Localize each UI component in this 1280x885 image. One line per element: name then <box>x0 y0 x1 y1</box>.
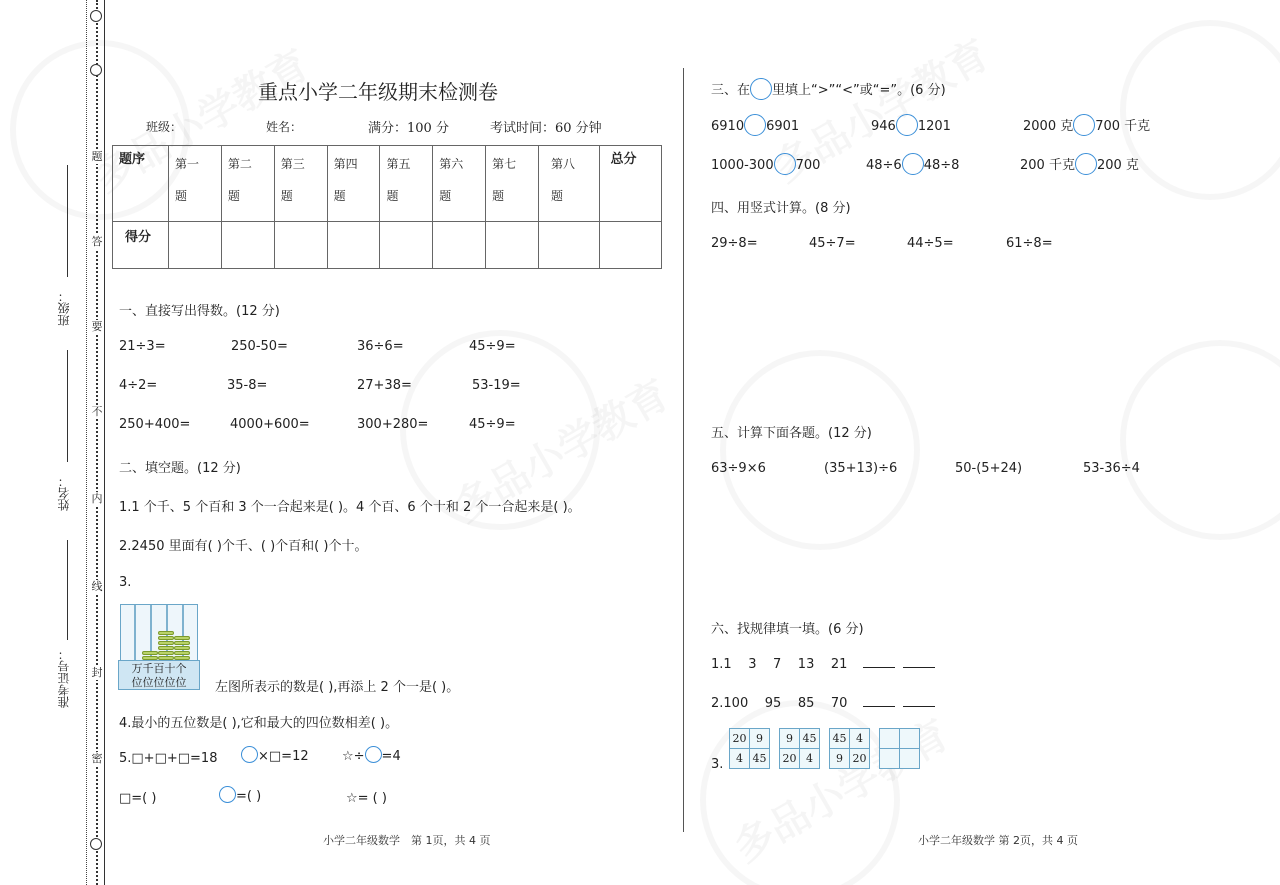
answer-blank: =( ) <box>219 786 261 804</box>
problem: 250+400= <box>119 417 191 432</box>
margin-exam-id-label: 准考证号： <box>57 648 71 708</box>
problem: 300+280= <box>357 417 429 432</box>
table-header-cell: 第二 题 <box>221 146 274 222</box>
page-footer: 小学二年级数学 第 1页，共 4 页 <box>323 834 491 847</box>
binding-hole-icon <box>90 838 102 850</box>
problem: 35-8= <box>227 378 268 393</box>
circle-icon <box>241 746 258 763</box>
circle-icon <box>365 746 382 763</box>
fill-question: 5.□+□+□=18 <box>119 751 218 766</box>
problem: 29÷8= <box>711 236 758 251</box>
pattern-question: 1.1 3 7 13 21 <box>711 657 939 672</box>
margin-char: 密 <box>91 752 103 765</box>
section-title: 五、计算下面各题。(12 分) <box>711 426 872 441</box>
pattern-question: 2.100 95 85 70 <box>711 696 939 711</box>
binding-hole-icon <box>90 10 102 22</box>
page-footer: 小学二年级数学 第 2页，共 4 页 <box>918 834 1078 847</box>
circle-icon <box>219 786 236 803</box>
table-header-cell: 第三 题 <box>274 146 327 222</box>
circle-icon[interactable] <box>1073 114 1095 136</box>
problem: 45÷9= <box>469 339 516 354</box>
problem: 53-36÷4 <box>1083 461 1140 476</box>
circle-icon[interactable] <box>896 114 918 136</box>
score-cell[interactable] <box>380 222 433 269</box>
fill-question: 4.最小的五位数是( ),它和最大的四位数相差( )。 <box>119 716 399 731</box>
section-title: 三、在 里填上“>”“<”或“=”。(6 分) <box>711 78 946 100</box>
table-header-cell: 第八 题 <box>539 146 600 222</box>
fill-question: 左图所表示的数是( ),再添上 2 个一是( )。 <box>215 680 460 695</box>
page-divider <box>683 68 684 832</box>
compare-item: 48÷6 48÷8 <box>866 153 959 175</box>
pattern-grid: 9 45 20 4 <box>779 728 820 769</box>
compare-item: 6910 6901 <box>711 114 799 136</box>
section-title: 二、填空题。(12 分) <box>119 461 241 476</box>
section-title: 一、直接写出得数。(12 分) <box>119 304 280 319</box>
problem: 4000+600= <box>230 417 310 432</box>
score-cell[interactable] <box>327 222 380 269</box>
binding-margin <box>0 0 108 885</box>
table-header-cell: 第五 题 <box>380 146 433 222</box>
pattern-grid: 45 4 9 20 <box>829 728 870 769</box>
problem: 45÷7= <box>809 236 856 251</box>
compare-item: 200 千克 200 克 <box>1020 153 1139 175</box>
circle-icon[interactable] <box>1075 153 1097 175</box>
info-name: 姓名： <box>266 120 303 134</box>
score-table <box>112 145 662 269</box>
problem: 53-19= <box>472 378 521 393</box>
score-cell[interactable] <box>486 222 539 269</box>
table-header-cell: 第六 题 <box>433 146 486 222</box>
problem: (35+13)÷6 <box>824 461 898 476</box>
margin-char: 答 <box>91 235 103 248</box>
q5-b: ×□=12 <box>241 746 309 764</box>
problem: 27+38= <box>357 378 412 393</box>
info-full-score: 满分：100 分 <box>368 121 449 136</box>
q5-c: ☆÷ =4 <box>342 746 401 764</box>
problem: 4÷2= <box>119 378 158 393</box>
problem: 36÷6= <box>357 339 404 354</box>
pattern-grid-blank[interactable] <box>879 728 920 769</box>
margin-char: 题 <box>91 150 103 163</box>
table-header-cell: 第四 题 <box>327 146 380 222</box>
margin-char: 线 <box>91 580 103 593</box>
margin-class-label: 班级： <box>57 290 71 326</box>
binding-hole-icon <box>90 64 102 76</box>
info-class: 班级： <box>146 120 183 134</box>
score-cell[interactable] <box>539 222 600 269</box>
problem: 250-50= <box>231 339 288 354</box>
score-cell[interactable] <box>169 222 222 269</box>
pattern-question-number: 3. <box>711 757 724 772</box>
problem: 44÷5= <box>907 236 954 251</box>
margin-char: 封 <box>91 666 103 679</box>
circle-icon[interactable] <box>774 153 796 175</box>
fill-question: 1.1 个千、5 个百和 3 个一合起来是( )。4 个百、6 个十和 2 个一合起来是( )。 <box>119 500 581 515</box>
table-header-cell: 第七 题 <box>486 146 539 222</box>
abacus-label: 万千百十个 位位位位位 <box>118 660 200 690</box>
score-cell[interactable] <box>274 222 327 269</box>
info-time: 考试时间：60 分钟 <box>490 121 602 136</box>
margin-name-label: 姓名： <box>57 475 71 511</box>
margin-char: 不 <box>91 405 103 418</box>
table-score-label: 得分 <box>113 222 169 269</box>
section-title: 六、找规律填一填。(6 分) <box>711 622 864 637</box>
circle-icon[interactable] <box>744 114 766 136</box>
circle-icon <box>750 78 772 100</box>
margin-char: 要 <box>91 320 103 333</box>
abacus-figure <box>118 604 200 690</box>
problem: 50-(5+24) <box>955 461 1023 476</box>
score-cell[interactable] <box>221 222 274 269</box>
answer-blank: □=( ) <box>119 791 157 806</box>
compare-item: 2000 克 700 千克 <box>1023 114 1150 136</box>
circle-icon[interactable] <box>902 153 924 175</box>
compare-item: 1000-300 700 <box>711 153 820 175</box>
table-header-cell: 题序 <box>113 146 169 222</box>
fill-question: 2.2450 里面有( )个千、( )个百和( )个十。 <box>119 539 368 554</box>
answer-blank: ☆= ( ) <box>346 791 387 806</box>
pattern-grid: 20 9 4 45 <box>729 728 770 769</box>
score-cell[interactable] <box>433 222 486 269</box>
problem: 61÷8= <box>1006 236 1053 251</box>
problem: 45÷9= <box>469 417 516 432</box>
problem: 63÷9×6 <box>711 461 766 476</box>
score-cell[interactable] <box>600 222 662 269</box>
page-title: 重点小学二年级期末检测卷 <box>258 80 498 104</box>
compare-item: 946 1201 <box>871 114 951 136</box>
problem: 21÷3= <box>119 339 166 354</box>
table-header-cell: 第一 题 <box>169 146 222 222</box>
margin-char: 内 <box>91 492 103 505</box>
fill-question-number: 3. <box>119 575 132 590</box>
table-header-cell: 总分 <box>600 146 662 222</box>
section-title: 四、用竖式计算。(8 分) <box>711 201 851 216</box>
